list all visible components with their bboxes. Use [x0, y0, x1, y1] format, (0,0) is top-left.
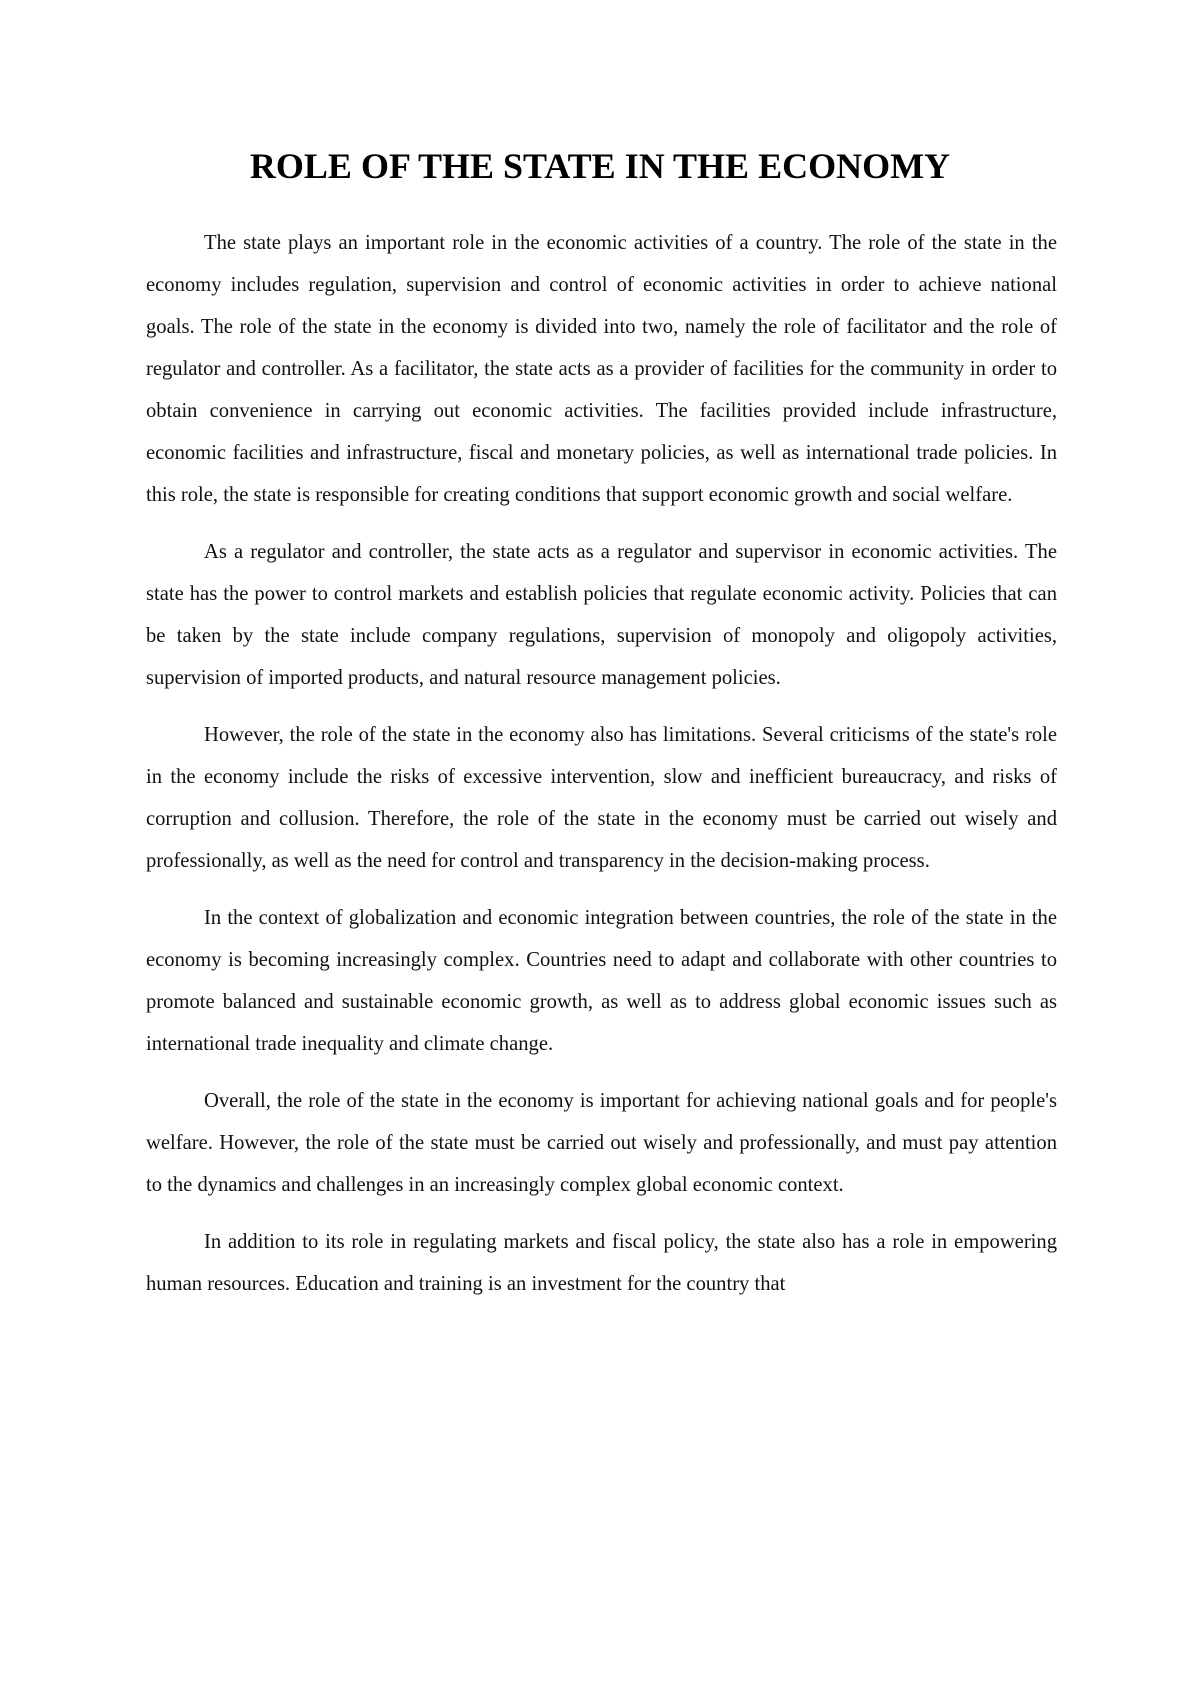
paragraph-1: The state plays an important role in the economic activities of a country. The role of the state in the economy includes regulation, supervision and control of economic activities in order to achieve national goals. The role of the state in the economy is divided into two, namely the role of facilitator and the role of regulator and controller. As a facilitator, the state acts as a provider of facilities for the community in order to obtain convenience in carrying out economic activities. The facilities provided include infrastructure, economic facilities and infrastructure, fiscal and monetary policies, as well as international trade policies. In this role, the state is responsible for creating conditions that support economic growth and social welfare. [146, 232, 1057, 506]
document-title: ROLE OF THE STATE IN THE ECONOMY [249, 146, 951, 186]
paragraph-5: Overall, the role of the state in the economy is important for achieving national goals and for people's welfare. However, the role of the state must be carried out wisely and professionally, and must pay attention to the dynamics and challenges in an increasingly complex global economic context. [146, 1090, 1057, 1196]
paragraph-2: As a regulator and controller, the state acts as a regulator and supervisor in economic activities. The state has the power to control markets and establish policies that regulate economic activity. Policies that can be taken by the state include company regulations, supervision of monopoly and oligopoly activities, supervision of imported products, and natural resource management policies. [146, 541, 1057, 689]
document-body [146, 222, 1057, 1305]
paragraph-6: In addition to its role in regulating markets and fiscal policy, the state also has a role in empowering human resources. Education and training is an investment for the country that [146, 1231, 1057, 1295]
paragraph-3: However, the role of the state in the economy also has limitations. Several criticisms of the state's role in the economy include the risks of excessive intervention, slow and inefficient bureaucracy, and risks of corruption and collusion. Therefore, the role of the state in the economy must be carried out wisely and professionally, as well as the need for control and transparency in the decision-making process. [146, 724, 1057, 872]
paragraph-4: In the context of globalization and economic integration between countries, the role of the state in the economy is becoming increasingly complex. Countries need to adapt and collaborate with other countries to promote balanced and sustainable economic growth, as well as to address global economic issues such as international trade inequality and climate change. [146, 907, 1057, 1055]
